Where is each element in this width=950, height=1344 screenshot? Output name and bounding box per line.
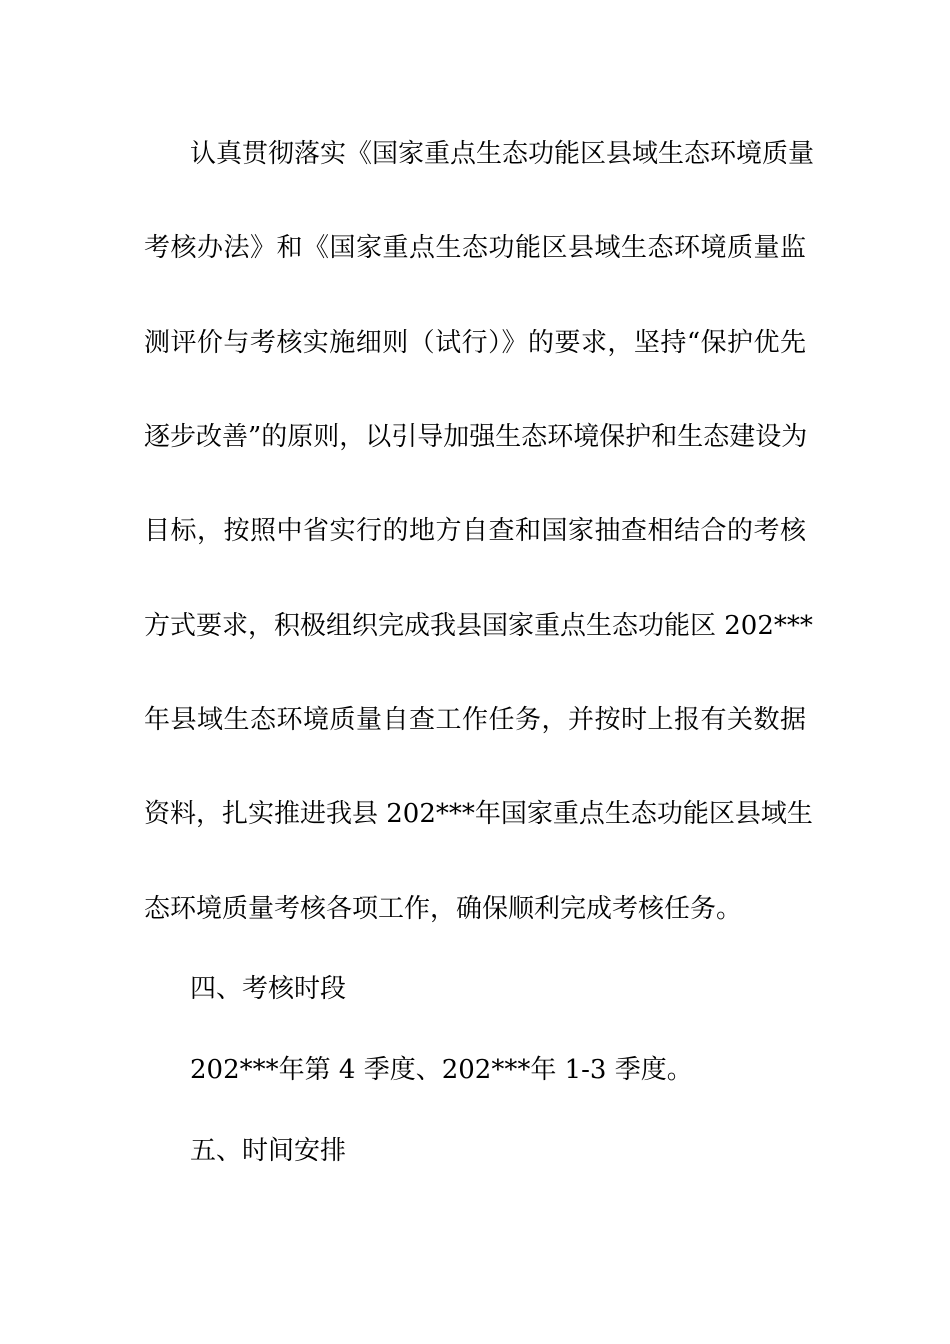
paragraph-line-3: 测评价与考核实施细则（试行）》的要求，坚持“保护优先 <box>144 328 806 358</box>
paragraph-line-1: 认真贯彻落实《国家重点生态功能区县域生态环境质量 <box>190 139 815 169</box>
paragraph-line-7: 年县域生态环境质量自查工作任务，并按时上报有关数据 <box>144 705 806 735</box>
paragraph-line-4: 逐步改善”的原则，以引导加强生态环境保护和生态建设为 <box>144 422 808 452</box>
paragraph-line-9: 态环境质量考核各项工作，确保顺利完成考核任务。 <box>144 894 743 924</box>
section-heading-assessment-period: 四、考核时段 <box>190 974 347 1004</box>
paragraph-line-8: 资料，扎实推进我县 202***年国家重点生态功能区县域生 <box>144 799 813 829</box>
paragraph-line-6: 方式要求，积极组织完成我县国家重点生态功能区 202*** <box>144 611 813 641</box>
paragraph-line-5: 目标，按照中省实行的地方自查和国家抽查相结合的考核 <box>144 516 806 546</box>
paragraph-line-2: 考核办法》和《国家重点生态功能区县域生态环境质量监 <box>144 233 806 263</box>
section-heading-schedule: 五、时间安排 <box>190 1136 347 1166</box>
assessment-period-content: 202***年第 4 季度、202***年 1-3 季度。 <box>190 1055 693 1085</box>
